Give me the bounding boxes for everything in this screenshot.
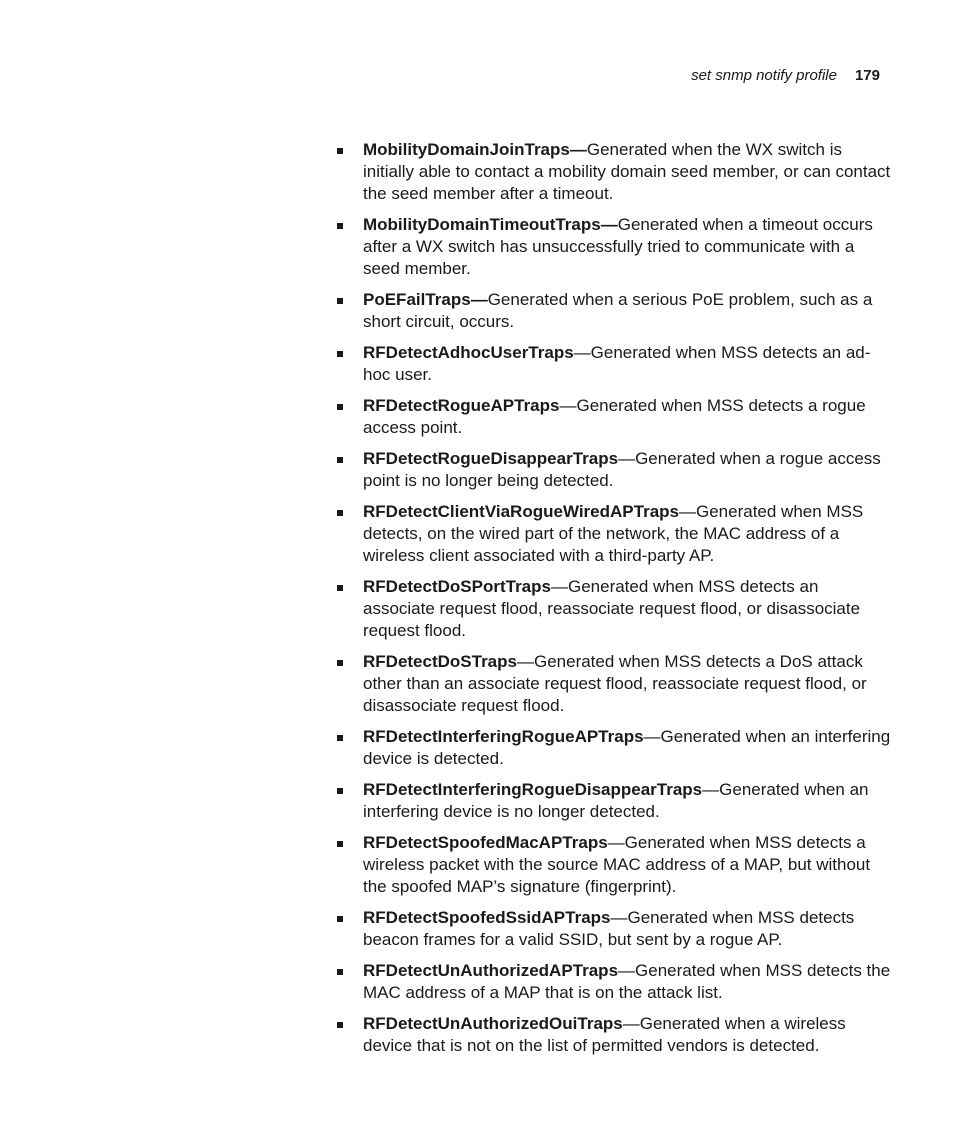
trap-name: RFDetectDoSTraps [363,652,517,671]
running-header [691,66,880,86]
trap-description: —Generated when MSS detects an ad-hoc user. [363,343,871,384]
trap-description: —Generated when MSS detects beacon frames for a valid SSID, but sent by a rogue AP. [363,908,855,949]
list-item [336,726,892,770]
bullet-square-icon [337,1022,343,1028]
bullet-square-icon [337,788,343,794]
bullet-square-icon [337,969,343,975]
bullet-square-icon [337,223,343,229]
trap-description: —Generated when MSS detects the MAC address of a MAP that is on the attack list. [363,961,891,1002]
trap-name: RFDetectUnAuthorizedOuiTraps [363,1014,623,1033]
trap-description: —Generated when MSS detects a wireless packet with the source MAC address of a MAP, but without the spoofed MAP’s signature (fingerprint). [363,833,871,896]
trap-name: RFDetectSpoofedMacAPTraps [363,833,608,852]
trap-description: Generated when a timeout occurs after a WX switch has unsuccessfully tried to communicate with a seed member. [363,215,873,278]
trap-description: Generated when the WX switch is initially able to contact a mobility domain seed member, or can contact the seed member after a timeout. [363,140,891,203]
trap-description: —Generated when MSS detects, on the wired part of the network, the MAC address of a wireless client associated with a third-party AP. [363,502,864,565]
bullet-square-icon [337,660,343,666]
trap-name: RFDetectInterferingRogueAPTraps [363,727,644,746]
list-item [336,501,892,567]
list-item [336,448,892,492]
trap-name: RFDetectDoSPortTraps [363,577,551,596]
running-header-title: set snmp notify profile [691,67,837,84]
bullet-square-icon [337,585,343,591]
trap-description: —Generated when MSS detects a rogue access point. [363,396,866,437]
bullet-square-icon [337,510,343,516]
list-item [336,342,892,386]
trap-description: Generated when a serious PoE problem, such as a short circuit, occurs. [363,290,873,331]
list-item [336,832,892,898]
trap-name: RFDetectInterferingRogueDisappearTraps [363,780,703,799]
list-item [336,395,892,439]
list-item [336,289,892,333]
bullet-square-icon [337,298,343,304]
trap-name: RFDetectSpoofedSsidAPTraps [363,908,611,927]
trap-name: RFDetectClientViaRogueWiredAPTraps [363,502,679,521]
list-item [336,651,892,717]
bullet-square-icon [337,351,343,357]
trap-list [336,139,892,1066]
list-item [336,214,892,280]
list-item [336,907,892,951]
trap-name: RFDetectRogueAPTraps [363,396,560,415]
bullet-square-icon [337,404,343,410]
trap-name: MobilityDomainTimeoutTraps— [363,215,618,234]
trap-description: —Generated when an interfering device is no longer detected. [363,780,869,821]
bullet-square-icon [337,841,343,847]
trap-name: RFDetectAdhocUserTraps [363,343,574,362]
trap-description: —Generated when a wireless device that is not on the list of permitted vendors is detected. [363,1014,846,1055]
trap-description: —Generated when a rogue access point is no longer being detected. [363,449,881,490]
bullet-square-icon [337,735,343,741]
trap-description: —Generated when MSS detects a DoS attack other than an associate request flood, reassociate request flood, or disassociate request flood. [363,652,867,715]
trap-description: —Generated when an interfering device is detected. [363,727,891,768]
trap-name: PoEFailTraps— [363,290,488,309]
list-item [336,960,892,1004]
trap-name: RFDetectRogueDisappearTraps [363,449,619,468]
list-item [336,1013,892,1057]
bullet-square-icon [337,457,343,463]
list-item [336,779,892,823]
trap-name: RFDetectUnAuthorizedAPTraps [363,961,619,980]
list-item [336,139,892,205]
trap-description: —Generated when MSS detects an associate request flood, reassociate request flood, or disassociate request flood. [363,577,861,640]
page-number: 179 [854,67,880,84]
list-item [336,576,892,642]
trap-name: MobilityDomainJoinTraps— [363,140,587,159]
bullet-square-icon [337,916,343,922]
bullet-square-icon [337,148,343,154]
